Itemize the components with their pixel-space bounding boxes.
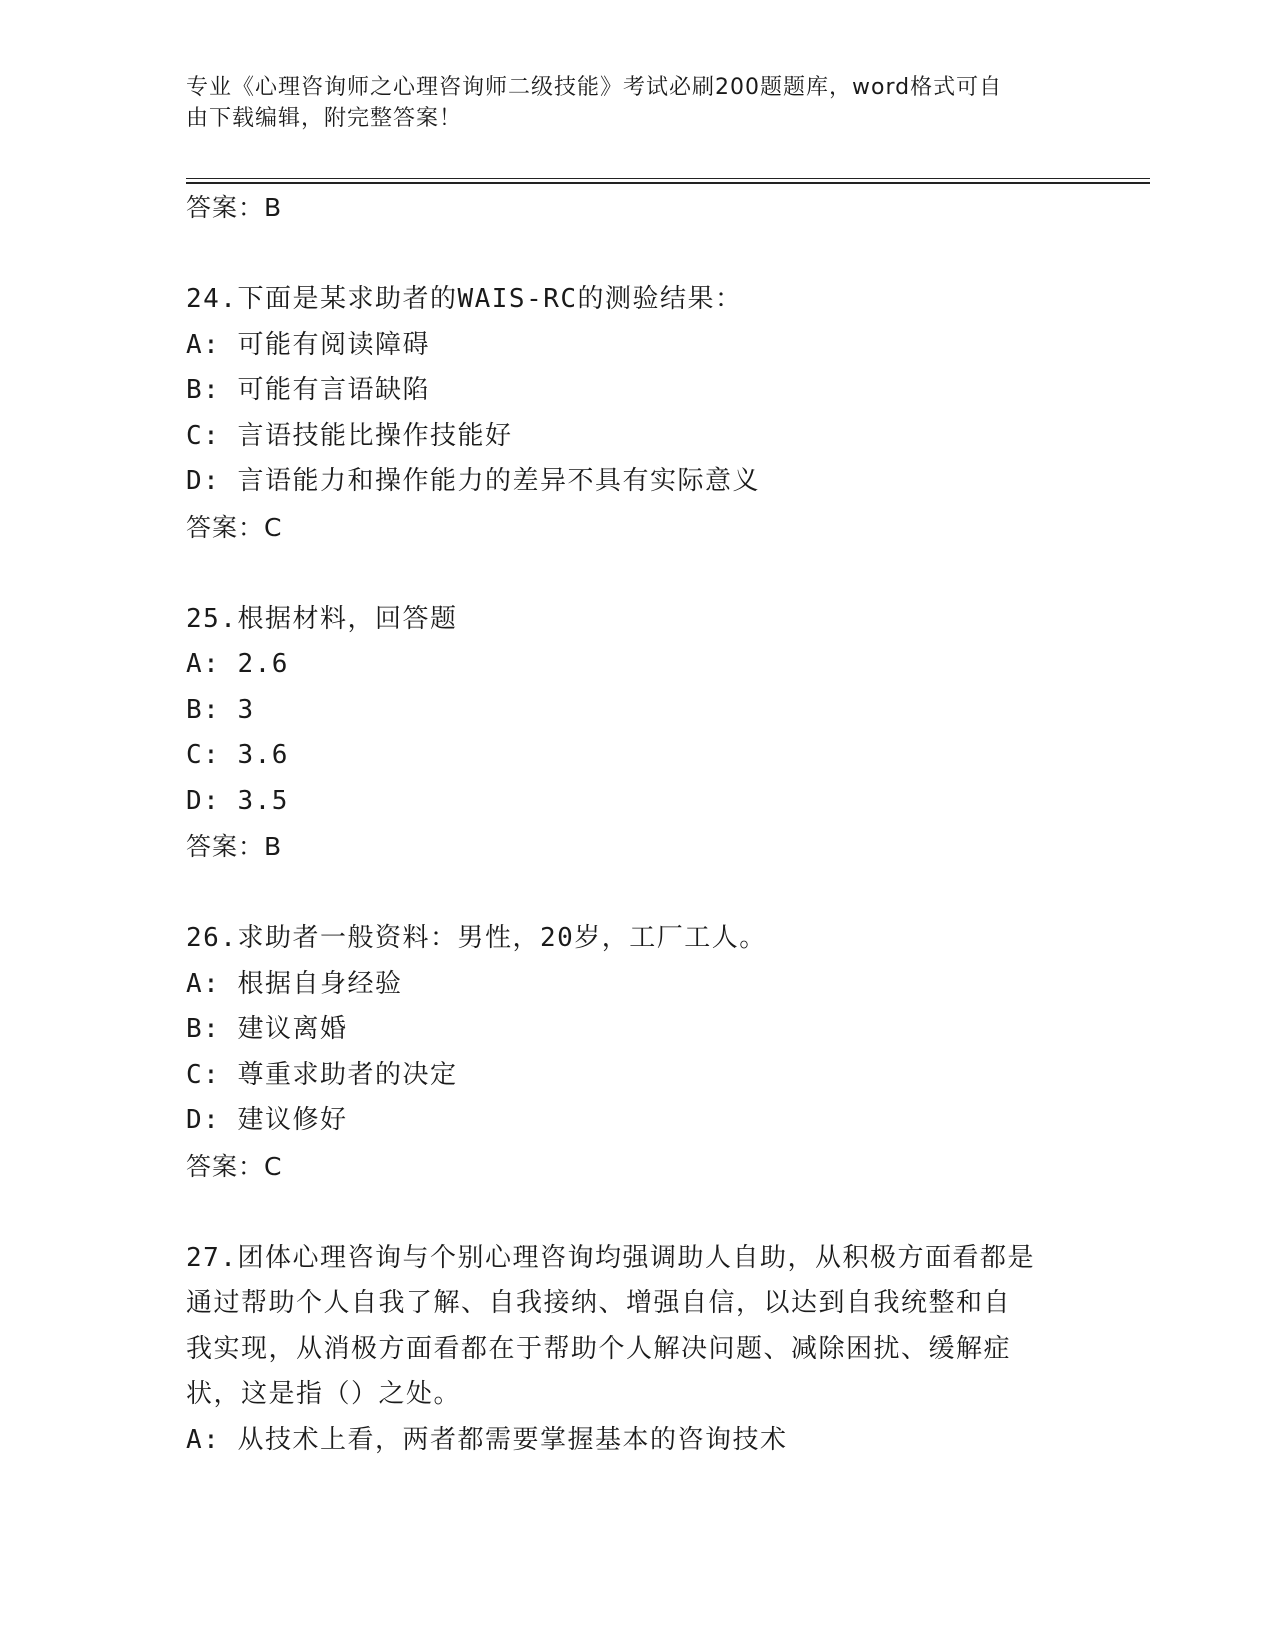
- option-a: A: 从技术上看，两者都需要掌握基本的咨询技术: [186, 1424, 788, 1455]
- answer-line: 答案：B: [186, 193, 283, 222]
- option-d: D: 3.5: [186, 785, 289, 816]
- question-text-line: 通过帮助个人自我了解、自我接纳、增强自信，以达到自我统整和自: [186, 1288, 1012, 1318]
- option-a: A: 2.6: [186, 649, 289, 679]
- question-text: 25.根据材料，回答题: [186, 603, 458, 634]
- question-text-line: 我实现，从消极方面看都在于帮助个人解决问题、减除困扰、缓解症: [186, 1333, 1012, 1364]
- document-header: [186, 72, 1066, 134]
- option-a: A: 根据自身经验: [186, 968, 403, 999]
- header-line-2: 由下载编辑，附完整答案！: [186, 106, 463, 131]
- option-b: B: 可能有言语缺陷: [186, 375, 430, 405]
- header-rule-thick: [186, 182, 1150, 184]
- option-c: C: 尊重求助者的决定: [186, 1059, 458, 1090]
- question-list: [186, 185, 1076, 1463]
- option-d: D: 言语能力和操作能力的差异不具有实际意义: [186, 466, 760, 496]
- option-c: C: 言语技能比操作技能好: [186, 420, 513, 451]
- answer-line: 答案：C: [186, 512, 283, 542]
- question-block: [186, 277, 1076, 550]
- option-d: D: 建议修好: [186, 1105, 348, 1135]
- question-block: [186, 916, 1076, 1189]
- option-b: B: 3: [186, 694, 255, 725]
- option-c: C: 3.6: [186, 740, 289, 770]
- option-b: B: 建议离婚: [186, 1014, 348, 1044]
- question-block: [186, 597, 1076, 870]
- header-line-1: 专业《心理咨询师之心理咨询师二级技能》考试必刷200题题库，word格式可自: [186, 75, 1003, 100]
- question-text: 26.求助者一般资料：男性，20岁，工厂工人。: [186, 923, 767, 953]
- answer-line: 答案：C: [186, 1151, 283, 1181]
- question-text-line: 状，这是指（）之处。: [186, 1379, 462, 1409]
- question-text-line: 27.团体心理咨询与个别心理咨询均强调助人自助，从积极方面看都是: [186, 1242, 1035, 1273]
- option-a: A: 可能有阅读障碍: [186, 329, 430, 360]
- question-text: 24.下面是某求助者的WAIS-RC的测验结果：: [186, 284, 743, 314]
- answer-line: 答案：B: [186, 832, 283, 861]
- question-block: [186, 1236, 1076, 1464]
- header-rule-thin: [186, 178, 1150, 179]
